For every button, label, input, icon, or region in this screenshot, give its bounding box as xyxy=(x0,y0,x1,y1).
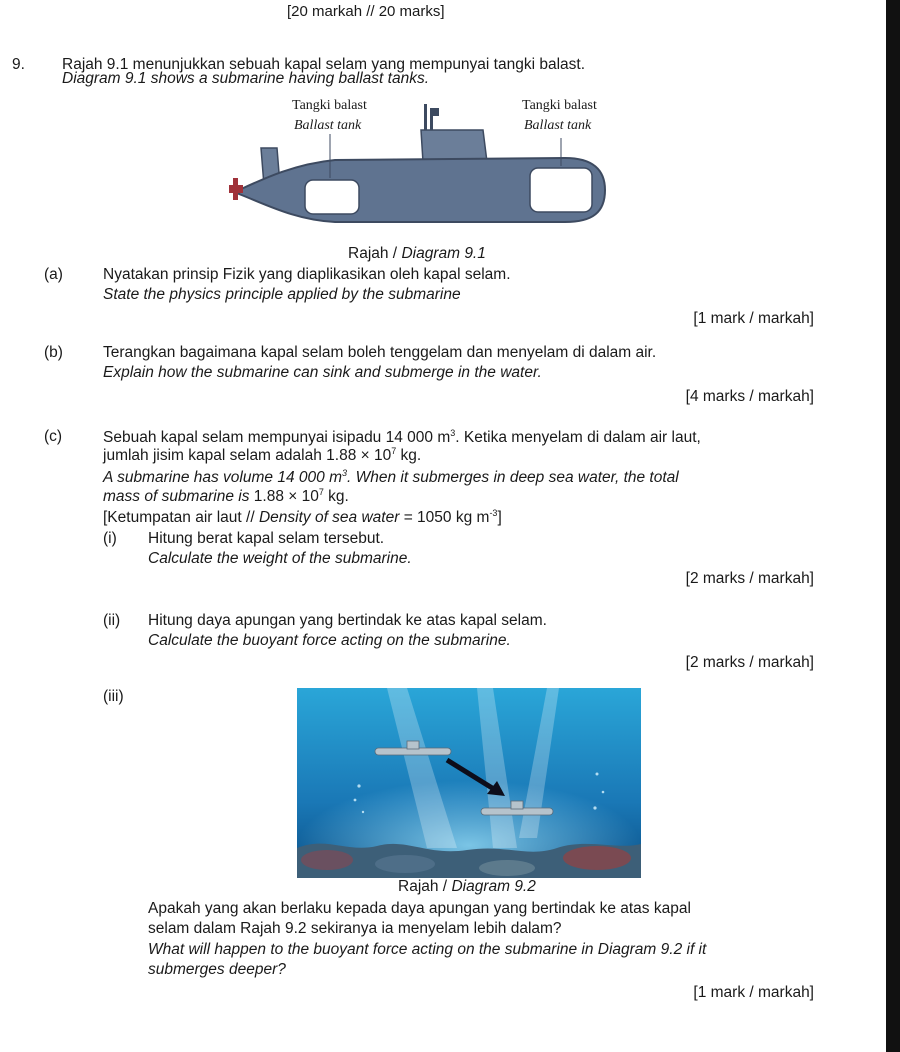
part-b-text-en: Explain how the submarine can sink and submerge in the water. xyxy=(103,364,542,381)
part-c-ii-label: (ii) xyxy=(103,612,121,629)
question-intro-ms: Rajah 9.1 menunjukkan sebuah kapal selam yang mempunyai tangki balast. xyxy=(62,56,586,73)
ballast-tank-right xyxy=(530,168,592,212)
ballast-label-right-en: Ballast tank xyxy=(524,118,592,133)
total-marks-header: [20 markah // 20 marks] xyxy=(287,3,445,20)
part-c-iii-marks: [1 mark / markah] xyxy=(693,984,814,1001)
propeller xyxy=(229,178,243,200)
part-c-i-text-en: Calculate the weight of the submarine. xyxy=(148,550,412,567)
underwater-diagram xyxy=(297,688,641,878)
part-a-marks: [1 mark / markah] xyxy=(693,310,814,327)
conning-tower xyxy=(421,130,487,162)
part-c-line3: A submarine has volume 14 000 $m^3$. When it submerges in deep sea water, the total xyxy=(103,468,679,487)
ballast-tank-left xyxy=(305,180,359,214)
submarine-diagram xyxy=(225,98,615,234)
part-c-iii-text-en-2: submerges deeper? xyxy=(148,961,286,978)
part-a-text-ms: Nyatakan prinsip Fizik yang diaplikasikan oleh kapal selam. xyxy=(103,266,511,283)
question-intro-en: Diagram 9.1 shows a submarine having ballast tanks. xyxy=(62,70,430,87)
part-b-marks: [4 marks / markah] xyxy=(685,388,814,405)
diagram-9-1-caption: Rajah / Diagram 9.1 xyxy=(348,245,486,262)
part-c-line1: Sebuah kapal selam mempunyai isipadu 14 000 $m^3$. Ketika menyelam di dalam air laut, xyxy=(103,428,701,447)
sea-water-density: [Ketumpatan air laut // Density of sea water = 1050 kg $m^{-3}$] xyxy=(103,508,502,527)
part-c-i-marks: [2 marks / markah] xyxy=(685,570,814,587)
part-a-text-en: State the physics principle applied by the submarine xyxy=(103,286,461,303)
ballast-label-left-en: Ballast tank xyxy=(294,118,362,133)
part-b-label: (b) xyxy=(44,344,63,361)
ballast-label-left-ms: Tangki balast xyxy=(292,98,367,113)
part-c-line4: mass of submarine is $1.88 \times 10^7$ kg. xyxy=(103,487,349,506)
part-b-text-ms: Terangkan bagaimana kapal selam boleh tenggelam dan menyelam di dalam air. xyxy=(103,344,657,361)
periscope xyxy=(424,104,439,130)
part-c-iii-text-ms-1: Apakah yang akan berlaku kepada daya apungan yang bertindak ke atas kapal xyxy=(148,900,691,917)
diagram-9-2-caption: Rajah / Diagram 9.2 xyxy=(398,878,536,895)
question-number: 9. xyxy=(12,56,25,73)
part-c-line2: jumlah jisim kapal selam adalah $1.88 \times 10^7$ kg. xyxy=(103,446,422,465)
part-c-ii-marks: [2 marks / markah] xyxy=(685,654,814,671)
part-a-label: (a) xyxy=(44,266,63,283)
screen-edge-bar xyxy=(886,0,900,1052)
part-c-label: (c) xyxy=(44,428,63,445)
part-c-i-label: (i) xyxy=(103,530,117,547)
part-c-ii-text-ms: Hitung daya apungan yang bertindak ke atas kapal selam. xyxy=(148,612,547,629)
part-c-ii-text-en: Calculate the buoyant force acting on the submarine. xyxy=(148,632,511,649)
part-c-iii-text-en-1: What will happen to the buoyant force acting on the submarine in Diagram 9.2 if it xyxy=(148,941,707,958)
part-c-iii-text-ms-2: selam dalam Rajah 9.2 sekiranya ia menyelam lebih dalam? xyxy=(148,920,562,937)
part-c-iii-label: (iii) xyxy=(103,688,124,705)
part-c-i-text-ms: Hitung berat kapal selam tersebut. xyxy=(148,530,385,547)
ballast-label-right-ms: Tangki balast xyxy=(522,98,597,113)
